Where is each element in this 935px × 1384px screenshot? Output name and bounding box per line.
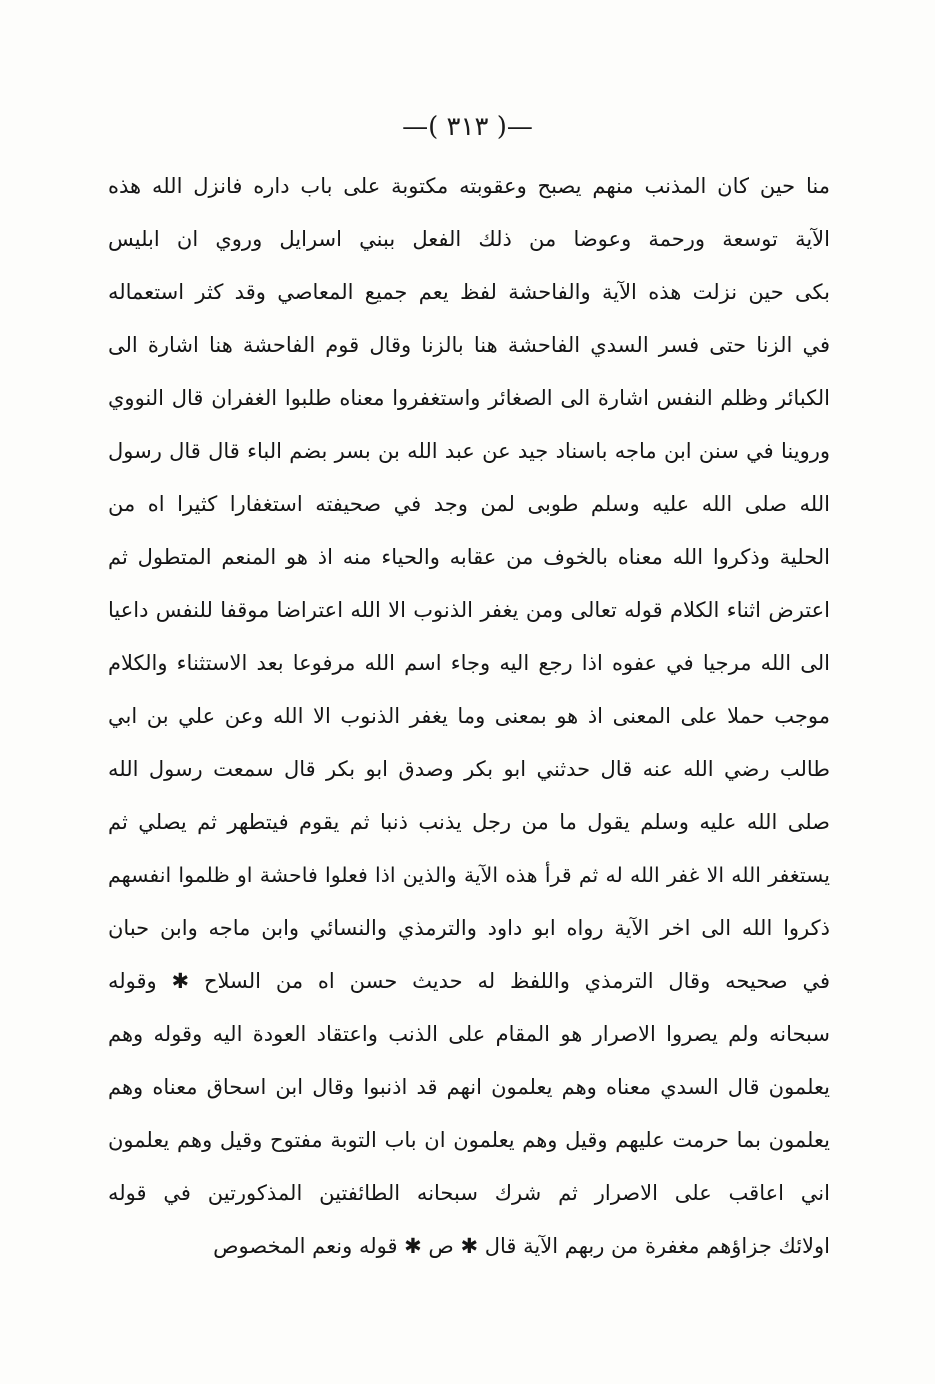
text-line: اني اعاقب على الاصرار ثم شرك سبحانه الطائفتين المذكورتين في قوله	[108, 1181, 830, 1205]
text-line: منا حين كان المذنب منهم يصبح وعقوبته مكتوبة على باب داره فانزل الله هذه	[108, 174, 830, 198]
text-line: في صحيحه وقال الترمذي واللفظ له حديث حسن اه من السلاح ✱ وقوله	[108, 969, 830, 993]
text-line: اولائك جزاؤهم مغفرة من ربهم الآية قال ✱ ص ✱ قوله ونعم المخصوص	[213, 1234, 830, 1258]
text-line: سبحانه ولم يصروا الاصرار هو المقام على الذنب واعتقاد العودة اليه وقوله وهم	[108, 1022, 830, 1046]
page-number: —( ٣١٣ )—	[402, 112, 533, 142]
text-line: الله صلى الله عليه وسلم طوبى لمن وجد في صحيفته استغفارا كثيرا اه من	[108, 492, 830, 516]
text-line: الآية توسعة ورحمة وعوضا من ذلك الفعل ببني اسرايل وروي ان ابليس	[108, 227, 830, 251]
text-line: وروينا في سنن ابن ماجه باسناد جيد عن عبد الله بن بسر بضم الباء قال قال رسول	[108, 439, 830, 463]
text-line: اعترض اثناء الكلام قوله تعالى ومن يغفر الذنوب الا الله اعتراضا موقفا للنفس داعيا	[108, 598, 830, 622]
text-line: طالب رضي الله عنه قال حدثني ابو بكر وصدق ابو بكر قال سمعت رسول الله	[108, 757, 830, 781]
text-line: الحلية وذكروا الله معناه بالخوف من عقابه والحياء منه اذ هو المنعم المتطول ثم	[108, 545, 830, 569]
text-line: يستغفر الله الا غفر الله له ثم قرأ هذه الآية والذين اذا فعلوا فاحشة او ظلموا انفسهم	[108, 863, 830, 887]
text-line: يعلمون بما حرمت عليهم وقيل وهم يعلمون ان باب التوبة مفتوح وقيل وهم يعلمون	[108, 1128, 830, 1152]
body-text	[108, 160, 830, 1273]
text-line: الى الله مرجيا في عفوه اذا رجع اليه وجاء اسم الله مرفوعا بعد الاستثناء والكلام	[108, 651, 830, 675]
text-line: بكى حين نزلت هذه الآية والفاحشة لفظ يعم جميع المعاصي وقد كثر استعماله	[108, 280, 830, 304]
text-line: الكبائر وظلم النفس اشارة الى الصغائر واستغفروا معناه طلبوا الغفران قال النووي	[108, 386, 830, 410]
text-line: موجب حملا على المعنى اذ هو بمعنى وما يغفر الذنوب الا الله وعن علي بن ابي	[108, 704, 830, 728]
text-line: في الزنا حتى فسر السدي الفاحشة هنا بالزنا وقال قوم الفاحشة هنا اشارة الى	[108, 333, 830, 357]
text-line: صلى الله عليه وسلم يقول ما من رجل يذنب ذنبا ثم يقوم فيتطهر ثم يصلي ثم	[108, 810, 830, 834]
text-line: ذكروا الله الى اخر الآية رواه ابو داود والترمذي والنسائي وابن ماجه وابن حبان	[108, 916, 830, 940]
text-line: يعلمون قال السدي معناه وهم يعلمون انهم قد اذنبوا وقال ابن اسحاق معناه وهم	[108, 1075, 830, 1099]
